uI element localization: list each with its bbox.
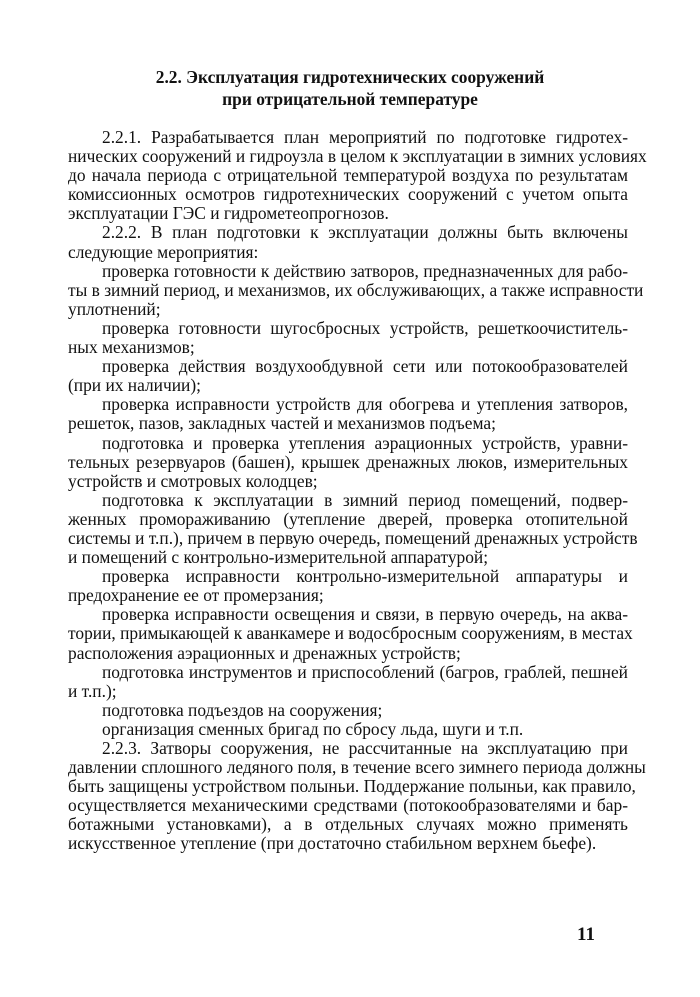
text-line: подготовка инструментов и приспособлений (багров, граблей, пешней <box>102 661 628 682</box>
text-line: расположения аэрационных и дренажных устройств; <box>68 642 461 663</box>
text-line: проверка исправности освещения и связи, в первую очередь, на аква- <box>102 604 628 625</box>
text-line: женных промораживанию (утепление дверей, проверка отопительной <box>68 508 628 529</box>
text-line: и т.п.); <box>68 680 117 701</box>
text-line: осуществляется механическими средствами (потокообразователями и бар- <box>68 795 628 816</box>
text-line: давлении сплошного ледяного поля, в течение всего зимнего периода должны <box>68 757 646 778</box>
text-line: подготовка и проверка утепления аэрационных устройств, уравни- <box>102 432 628 453</box>
page-number: 11 <box>577 924 595 945</box>
text-line: до начала периода с отрицательной температурой воздуха по результатам <box>68 165 628 186</box>
text-line: 2.2.3. Затворы сооружения, не рассчитанные на эксплуатацию при <box>102 738 628 758</box>
section-title-line-1: 2.2. Эксплуатация гидротехнических сооружений <box>155 67 545 87</box>
text-line: искусственное утепление (при достаточно стабильном верхнем бьефе). <box>68 833 597 854</box>
text-line: предохранение ее от промерзания; <box>68 585 324 606</box>
body-text <box>68 127 647 854</box>
text-line: подготовка подъездов на сооружения; <box>102 699 383 720</box>
text-line: проверка исправности устройств для обогрева и утепления затворов, <box>102 394 628 415</box>
text-line: ботажными установками), а в отдельных случаях можно применять <box>68 814 628 835</box>
text-line: системы и т.п.), причем в первую очередь, помещений дренажных устройств <box>68 527 638 548</box>
text-line: уплотнений; <box>68 298 161 319</box>
text-line: 2.2.1. Разрабатывается план мероприятий по подготовке гидротех- <box>102 127 628 147</box>
text-line: подготовка к эксплуатации в зимний период помещений, подвер- <box>102 489 628 510</box>
text-line: тории, примыкающей к аванкамере и водосбросным сооружениям, в местах <box>68 623 633 644</box>
text-line: и помещений с контрольно-измерительной аппаратурой; <box>68 547 489 568</box>
text-line: организация сменных бригад по сбросу льда, шуги и т.п. <box>102 718 524 739</box>
text-line: проверка исправности контрольно-измерительной аппаратуры и <box>102 566 628 587</box>
text-line: нических сооружений и гидроузла в целом к эксплуатации в зимних условиях <box>68 146 647 167</box>
text-line: ных механизмов; <box>68 337 195 358</box>
text-line: решеток, пазов, закладных частей и механизмов подъема; <box>68 413 496 434</box>
text-line: (при их наличии); <box>68 375 201 396</box>
section-title-line-2: при отрицательной температуре <box>222 89 478 109</box>
text-line: проверка готовности шугосбросных устройств, решеткоочиститель- <box>102 317 628 338</box>
text-line: эксплуатации ГЭС и гидрометеопрогнозов. <box>68 203 389 224</box>
section-title <box>70 66 630 110</box>
text-line: проверка действия воздухообдувной сети или потокообразователей <box>102 356 628 377</box>
text-line: устройств и смотровых колодцев; <box>68 470 318 491</box>
text-line: 2.2.2. В план подготовки к эксплуатации должны быть включены <box>102 222 628 243</box>
text-line: ты в зимний период, и механизмов, их обслуживающих, а также исправности <box>68 279 644 300</box>
text-line: быть защищены устройством полыньи. Поддержание полыньи, как правило, <box>68 776 636 797</box>
text-line: следующие мероприятия: <box>68 241 259 262</box>
text-line: тельных резервуаров (башен), крышек дренажных люков, измерительных <box>68 451 628 472</box>
text-line: комиссионных осмотров гидротехнических сооружений с учетом опыта <box>68 184 628 205</box>
text-line: проверка готовности к действию затворов, предназначенных для рабо- <box>102 260 628 281</box>
